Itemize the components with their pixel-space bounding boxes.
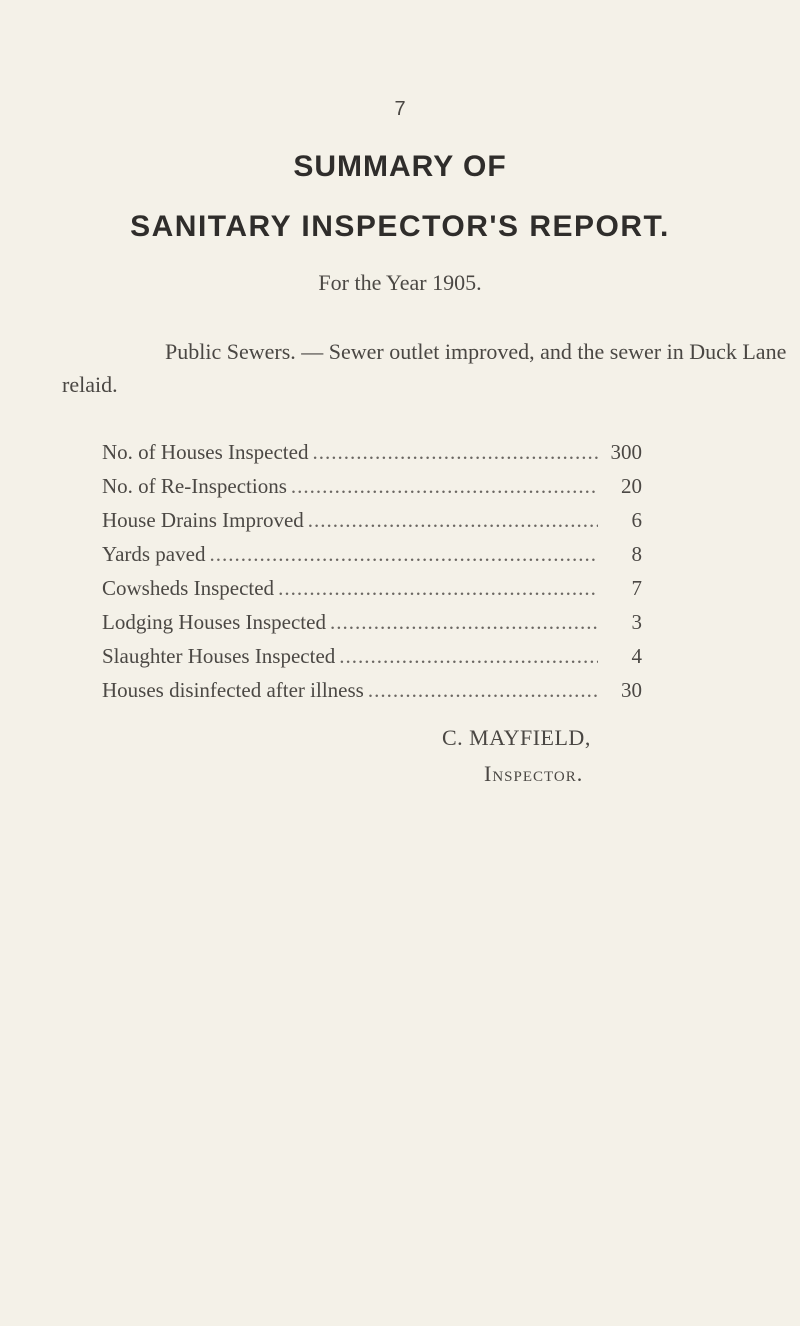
dotted-leader <box>291 474 598 499</box>
summary-row-label: Lodging Houses Inspected <box>102 610 326 634</box>
summary-row-value: 6 <box>631 508 642 532</box>
title-line-2: SANITARY INSPECTOR'S REPORT. <box>130 210 670 243</box>
report-year-subtitle: For the Year 1905. <box>318 270 482 295</box>
summary-row-label: House Drains Improved <box>102 508 304 532</box>
summary-row-value: 30 <box>621 678 642 702</box>
title-line-1: SUMMARY OF <box>293 150 507 183</box>
summary-row <box>102 440 642 474</box>
dotted-leader <box>312 440 598 465</box>
dotted-leader <box>308 508 598 533</box>
summary-row <box>102 610 642 644</box>
summary-row <box>102 678 642 712</box>
summary-row-value: 20 <box>621 474 642 498</box>
inspection-summary-table <box>102 440 642 712</box>
summary-row-value: 4 <box>631 644 642 668</box>
summary-row-value: 3 <box>631 610 642 634</box>
summary-row-value: 300 <box>610 440 642 464</box>
summary-row <box>102 474 642 508</box>
summary-row <box>102 576 642 610</box>
summary-row-label: No. of Re-Inspections <box>102 474 287 498</box>
summary-row <box>102 644 642 678</box>
summary-row-label: No. of Houses Inspected <box>102 440 309 464</box>
summary-row-value: 7 <box>631 576 642 600</box>
summary-row-label: Houses disinfected after illness <box>102 678 364 702</box>
dotted-leader <box>330 610 598 635</box>
dotted-leader <box>278 576 598 601</box>
summary-row <box>102 542 642 576</box>
summary-row-label: Yards paved <box>102 542 206 566</box>
dotted-leader <box>368 678 598 703</box>
public-sewers-paragraph: Public Sewers. — Sewer outlet improved, and the sewer in Duck Lane relaid. <box>62 339 787 397</box>
summary-row-value: 8 <box>631 542 642 566</box>
summary-row-label: Slaughter Houses Inspected <box>102 644 336 668</box>
summary-row <box>102 508 642 542</box>
summary-row-label: Cowsheds Inspected <box>102 576 275 600</box>
dotted-leader <box>209 542 598 567</box>
inspector-name: C. MAYFIELD, <box>442 725 591 750</box>
dotted-leader <box>339 644 598 669</box>
page-number: 7 <box>394 98 406 120</box>
inspector-title: Inspector. <box>484 761 584 786</box>
